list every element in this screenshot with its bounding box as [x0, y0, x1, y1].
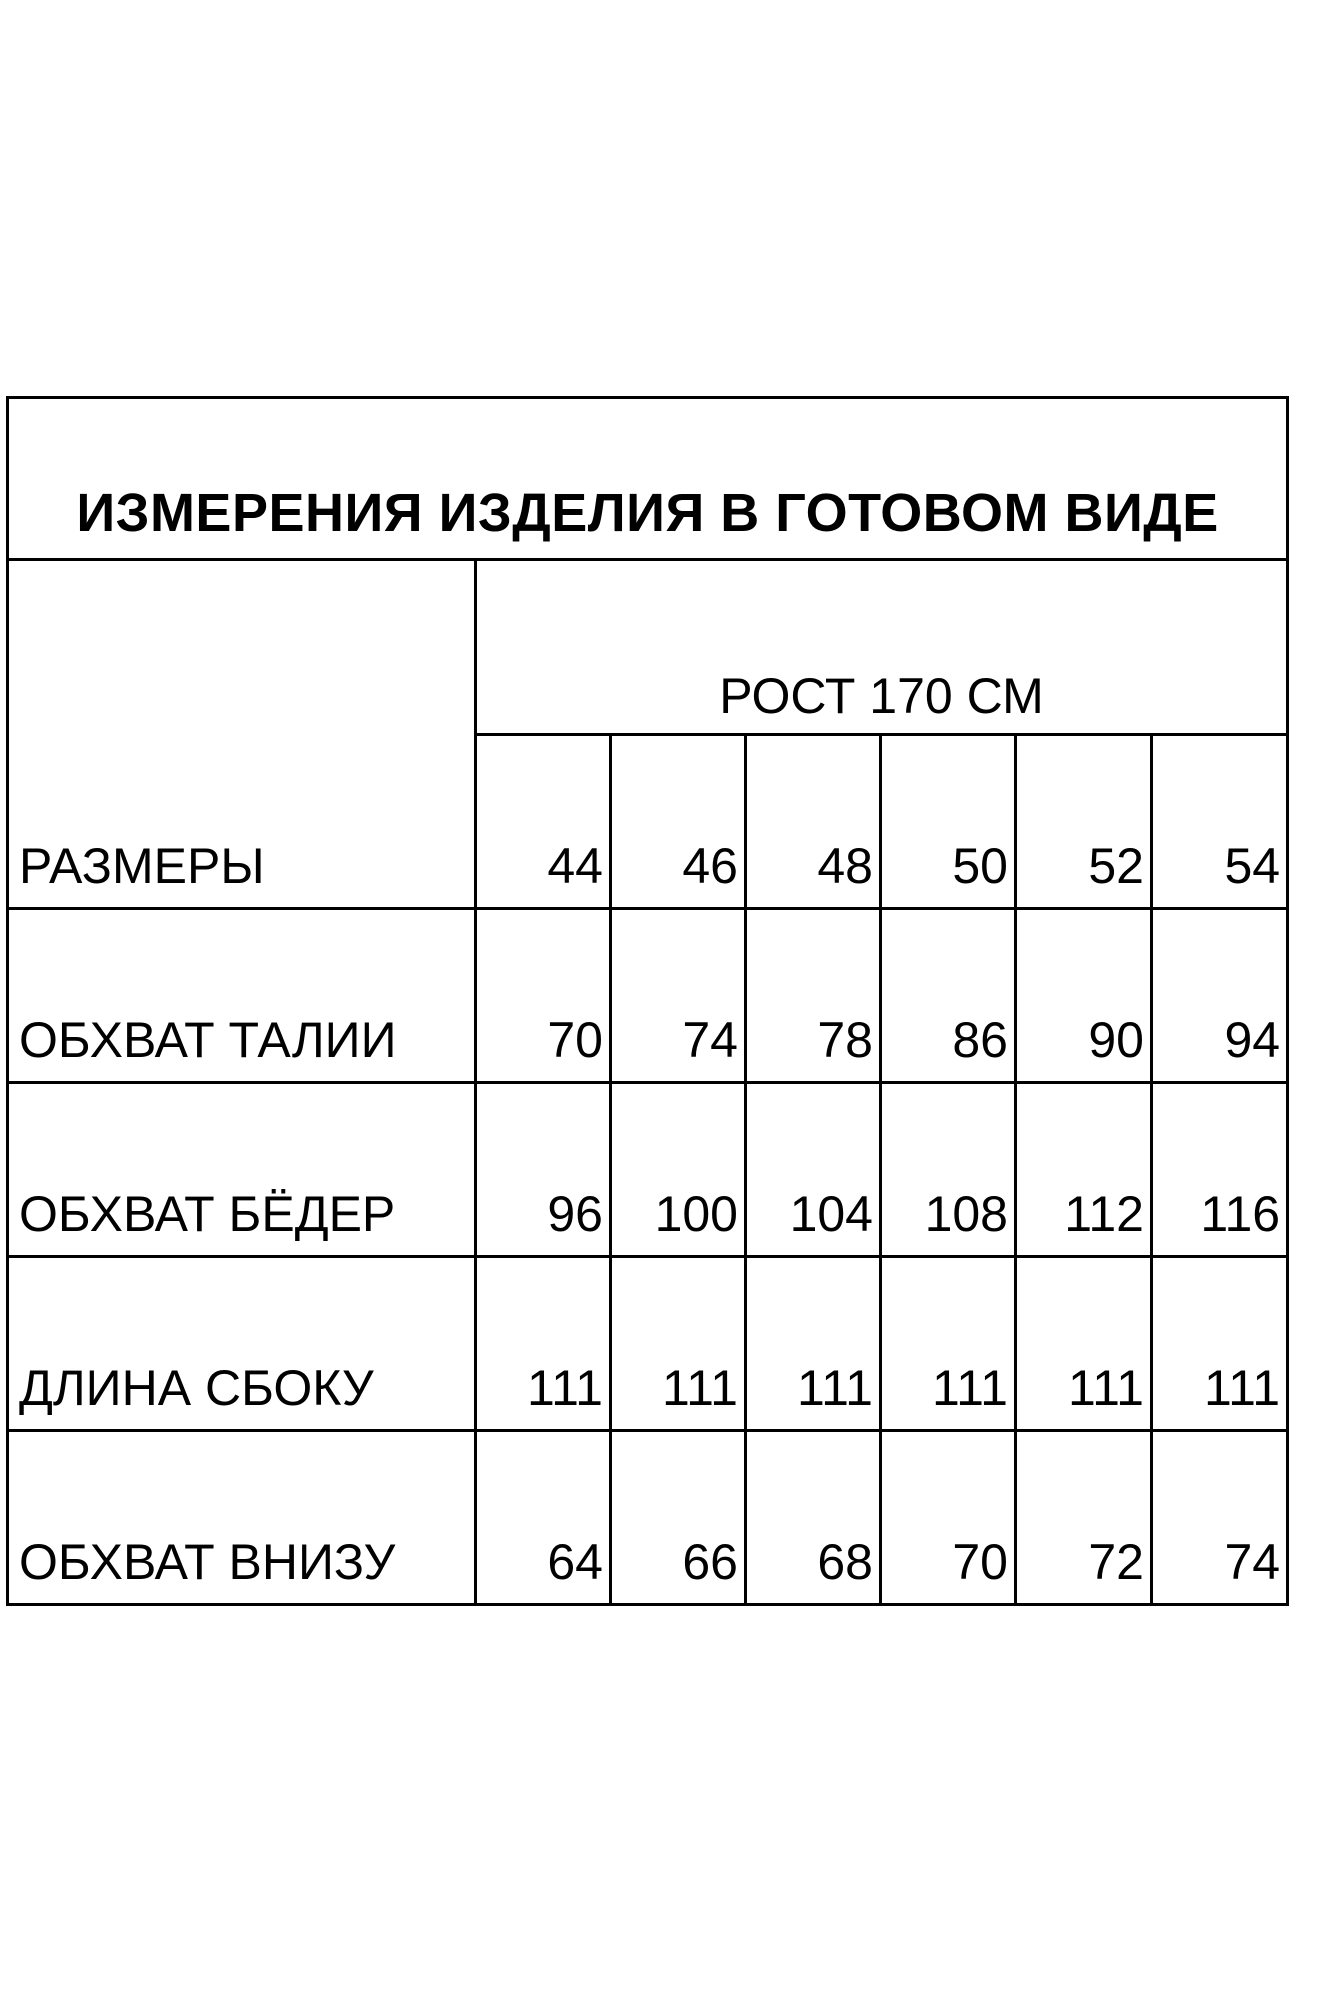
value-cell: 66	[611, 1431, 746, 1605]
value-cell: 70	[881, 1431, 1016, 1605]
value-cell: 116	[1152, 1083, 1288, 1257]
value-cell: 78	[746, 909, 881, 1083]
value-cell: 64	[476, 1431, 611, 1605]
row-label: ДЛИНА СБОКУ	[8, 1257, 476, 1431]
sizes-label: РАЗМЕРЫ	[8, 560, 476, 909]
value-cell: 111	[881, 1257, 1016, 1431]
size-cell: 54	[1152, 735, 1288, 909]
value-cell: 112	[1016, 1083, 1152, 1257]
value-cell: 111	[476, 1257, 611, 1431]
value-cell: 94	[1152, 909, 1288, 1083]
size-chart-table	[6, 396, 1289, 1606]
row-label: ОБХВАТ БЁДЕР	[8, 1083, 476, 1257]
size-cell: 46	[611, 735, 746, 909]
size-cell: 48	[746, 735, 881, 909]
size-cell: 50	[881, 735, 1016, 909]
height-row	[8, 560, 1288, 735]
value-cell: 108	[881, 1083, 1016, 1257]
value-cell: 90	[1016, 909, 1152, 1083]
row-label: ОБХВАТ ТАЛИИ	[8, 909, 476, 1083]
size-cell: 52	[1016, 735, 1152, 909]
value-cell: 68	[746, 1431, 881, 1605]
value-cell: 111	[746, 1257, 881, 1431]
value-cell: 100	[611, 1083, 746, 1257]
table-row	[8, 1083, 1288, 1257]
table-row	[8, 909, 1288, 1083]
value-cell: 86	[881, 909, 1016, 1083]
title-row	[8, 398, 1288, 560]
row-label: ОБХВАТ ВНИЗУ	[8, 1431, 476, 1605]
value-cell: 111	[1152, 1257, 1288, 1431]
value-cell: 104	[746, 1083, 881, 1257]
value-cell: 96	[476, 1083, 611, 1257]
value-cell: 74	[1152, 1431, 1288, 1605]
value-cell: 72	[1016, 1431, 1152, 1605]
height-label: РОСТ 170 СМ	[476, 560, 1288, 735]
table-row	[8, 1257, 1288, 1431]
value-cell: 70	[476, 909, 611, 1083]
size-cell: 44	[476, 735, 611, 909]
table-title: ИЗМЕРЕНИЯ ИЗДЕЛИЯ В ГОТОВОМ ВИДЕ	[8, 398, 1288, 560]
value-cell: 111	[611, 1257, 746, 1431]
value-cell: 74	[611, 909, 746, 1083]
table-row	[8, 1431, 1288, 1605]
value-cell: 111	[1016, 1257, 1152, 1431]
